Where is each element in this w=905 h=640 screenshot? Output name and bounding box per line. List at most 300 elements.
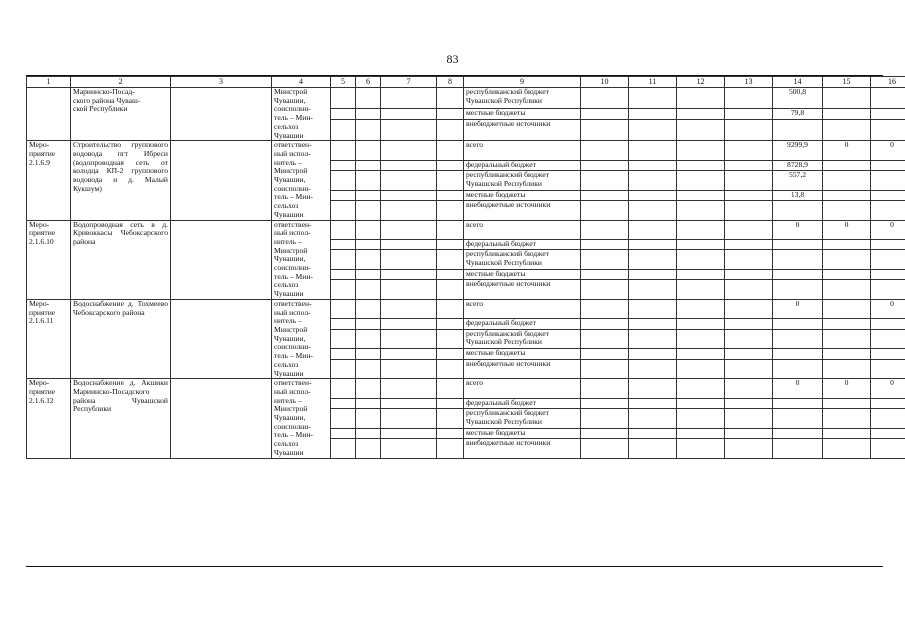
activity-label-line: Меро- xyxy=(29,378,50,388)
responsible-line: сельхоз xyxy=(274,439,299,449)
responsible-line: сельхоз xyxy=(274,280,299,290)
value-cell xyxy=(823,329,871,349)
empty-cell xyxy=(356,190,381,200)
empty-cell xyxy=(677,190,725,200)
table-body xyxy=(27,77,905,459)
value-cell xyxy=(871,329,905,349)
empty-cell xyxy=(356,329,381,349)
empty-cell xyxy=(171,141,272,220)
empty-cell xyxy=(629,269,677,279)
funding-source: местные бюджеты xyxy=(464,190,581,200)
empty-cell xyxy=(581,240,629,250)
empty-cell xyxy=(581,269,629,279)
empty-cell xyxy=(581,190,629,200)
activity-label-line: 2.1.6.11 xyxy=(29,316,54,326)
empty-cell xyxy=(356,438,381,458)
empty-cell xyxy=(381,190,437,200)
empty-cell xyxy=(677,200,725,220)
value-cell: 9299,9 xyxy=(773,141,823,161)
empty-cell xyxy=(629,109,677,120)
responsible-line: ответствен- xyxy=(274,220,312,229)
empty-cell xyxy=(171,220,272,299)
empty-cell xyxy=(725,190,773,200)
activity-label xyxy=(27,141,71,220)
value-cell xyxy=(871,160,905,170)
value-cell: 557,2 xyxy=(773,171,823,191)
value-cell xyxy=(773,269,823,279)
empty-cell xyxy=(725,329,773,349)
empty-cell xyxy=(629,349,677,359)
value-cell xyxy=(871,280,905,300)
empty-cell xyxy=(581,329,629,349)
empty-cell xyxy=(331,240,356,250)
value-cell xyxy=(823,428,871,438)
empty-cell xyxy=(725,269,773,279)
empty-cell xyxy=(331,88,356,109)
empty-cell xyxy=(725,438,773,458)
empty-cell xyxy=(331,160,356,170)
value-cell: 13,8 xyxy=(773,190,823,200)
empty-cell xyxy=(677,299,725,319)
empty-cell xyxy=(381,280,437,300)
value-cell xyxy=(871,171,905,191)
value-cell xyxy=(773,250,823,270)
funding-source: республиканский бюджет Чувашской Республики xyxy=(464,88,581,109)
empty-cell xyxy=(356,88,381,109)
empty-cell xyxy=(871,120,905,141)
value-cell xyxy=(871,349,905,359)
empty-cell xyxy=(356,109,381,120)
activity-name: Водоснабжение д. Акшики Мариинско-Посадского района Чувашской Республики xyxy=(71,379,171,458)
empty-cell xyxy=(356,280,381,300)
responsible-line: соисполни- xyxy=(274,183,311,193)
empty-cell xyxy=(356,200,381,220)
empty-cell xyxy=(581,398,629,408)
responsible-line: ответствен- xyxy=(274,378,312,388)
funding-source: республиканский бюджет Чувашской Республики xyxy=(464,409,581,429)
empty-cell xyxy=(677,250,725,270)
value-cell xyxy=(871,359,905,379)
activity-label-line: Меро- xyxy=(29,220,50,229)
bottom-rule xyxy=(26,566,883,567)
funding-source: местные бюджеты xyxy=(464,109,581,120)
value-cell xyxy=(823,240,871,250)
empty-cell xyxy=(581,409,629,429)
empty-cell xyxy=(437,160,464,170)
empty-cell xyxy=(356,409,381,429)
empty-cell xyxy=(725,120,773,141)
column-header: 4 xyxy=(272,77,331,88)
empty-cell xyxy=(356,250,381,270)
empty-cell xyxy=(581,141,629,161)
empty-cell xyxy=(581,280,629,300)
value-cell: 0 xyxy=(823,220,871,240)
empty-cell xyxy=(677,398,725,408)
column-header: 12 xyxy=(677,77,725,88)
table-row xyxy=(27,141,905,161)
empty-cell xyxy=(581,88,629,109)
empty-cell xyxy=(437,379,464,399)
empty-cell xyxy=(725,379,773,399)
empty-cell xyxy=(356,359,381,379)
funding-source: федеральный бюджет xyxy=(464,160,581,170)
responsible-line: Чувашии, xyxy=(274,333,306,343)
value-cell xyxy=(823,438,871,458)
page-number: 83 xyxy=(446,52,459,66)
empty-cell xyxy=(437,319,464,329)
empty-cell xyxy=(725,171,773,191)
value-cell: 79,8 xyxy=(773,109,823,120)
responsible-line: соисполни- xyxy=(274,342,311,352)
value-cell: 0 xyxy=(823,141,871,161)
value-cell xyxy=(823,269,871,279)
empty-cell xyxy=(629,329,677,349)
empty-cell xyxy=(437,220,464,240)
empty-cell xyxy=(437,398,464,408)
value-cell: 0 xyxy=(773,220,823,240)
funding-source: федеральный бюджет xyxy=(464,240,581,250)
responsible-line: нитель – xyxy=(274,395,302,405)
responsible-line: нитель – xyxy=(274,316,302,326)
empty-cell xyxy=(823,120,871,141)
value-cell xyxy=(823,250,871,270)
value-cell xyxy=(773,200,823,220)
value-cell xyxy=(823,200,871,220)
empty-cell xyxy=(629,379,677,399)
funding-source: местные бюджеты xyxy=(464,349,581,359)
empty-cell xyxy=(331,428,356,438)
value-cell: 0 xyxy=(871,379,905,399)
responsible-line: Минстрой xyxy=(274,324,308,334)
header-row xyxy=(27,77,905,88)
funding-source: внебюджетные источники xyxy=(464,120,581,141)
empty-cell xyxy=(823,88,871,109)
empty-cell xyxy=(381,250,437,270)
empty-cell xyxy=(381,398,437,408)
empty-cell xyxy=(725,409,773,429)
empty-cell xyxy=(725,299,773,319)
empty-cell xyxy=(629,359,677,379)
value-cell xyxy=(773,240,823,250)
empty-cell xyxy=(677,438,725,458)
empty-cell xyxy=(677,349,725,359)
responsible-line: тель – Мин- xyxy=(274,113,313,123)
responsible-line: сельхоз xyxy=(274,359,299,369)
empty-cell xyxy=(356,349,381,359)
empty-cell xyxy=(437,280,464,300)
funding-source: федеральный бюджет xyxy=(464,398,581,408)
value-cell: 8728,9 xyxy=(773,160,823,170)
activity-label xyxy=(27,88,71,141)
empty-cell xyxy=(356,141,381,161)
empty-cell xyxy=(381,379,437,399)
empty-cell xyxy=(725,280,773,300)
empty-cell xyxy=(629,280,677,300)
value-cell xyxy=(773,359,823,379)
funding-source: республиканский бюджет Чувашской Республики xyxy=(464,250,581,270)
value-cell xyxy=(871,200,905,220)
value-cell xyxy=(823,299,871,319)
empty-cell xyxy=(356,319,381,329)
funding-source: всего xyxy=(464,220,581,240)
value-cell xyxy=(823,190,871,200)
empty-cell xyxy=(381,428,437,438)
activity-name: Строительство группового водовода пгт Ибреси (водопроводная сеть от колодца КП-2 группового водовода и д. Малый Кукшум) xyxy=(71,141,171,220)
activity-label-line: 2.1.6.12 xyxy=(29,395,54,405)
responsible-line: Чувашии, xyxy=(274,175,306,185)
empty-cell xyxy=(677,120,725,141)
responsible-line: Чувашии, xyxy=(274,254,306,264)
empty-cell xyxy=(725,220,773,240)
empty-cell xyxy=(437,88,464,109)
empty-cell xyxy=(356,428,381,438)
empty-cell xyxy=(356,379,381,399)
empty-cell xyxy=(331,120,356,141)
value-cell xyxy=(823,171,871,191)
empty-cell xyxy=(629,141,677,161)
funding-source: всего xyxy=(464,379,581,399)
empty-cell xyxy=(331,220,356,240)
empty-cell xyxy=(381,240,437,250)
empty-cell xyxy=(725,250,773,270)
column-header: 15 xyxy=(823,77,871,88)
empty-cell xyxy=(381,109,437,120)
empty-cell xyxy=(331,299,356,319)
responsible-line: Минстрой xyxy=(274,87,308,96)
responsible-line: Чувашии xyxy=(274,209,304,219)
empty-cell xyxy=(581,200,629,220)
activity-label xyxy=(27,220,71,299)
value-cell xyxy=(871,250,905,270)
empty-cell xyxy=(356,398,381,408)
value-cell xyxy=(773,319,823,329)
empty-cell xyxy=(356,269,381,279)
empty-cell xyxy=(581,109,629,120)
responsible-line: ный испол- xyxy=(274,307,311,317)
responsible-line: тель – Мин- xyxy=(274,351,313,361)
empty-cell xyxy=(581,220,629,240)
empty-cell xyxy=(677,379,725,399)
empty-cell xyxy=(331,269,356,279)
empty-cell xyxy=(677,428,725,438)
empty-cell xyxy=(677,88,725,109)
value-cell xyxy=(773,329,823,349)
empty-cell xyxy=(331,409,356,429)
empty-cell xyxy=(331,190,356,200)
empty-cell xyxy=(725,428,773,438)
column-header: 9 xyxy=(464,77,581,88)
empty-cell xyxy=(629,319,677,329)
responsible-line: тель – Мин- xyxy=(274,192,313,202)
value-cell: 0 xyxy=(823,379,871,399)
responsible xyxy=(272,141,331,220)
activity-name: Водопроводная сеть в д. Кривоккасы Чебоксарского района xyxy=(71,220,171,299)
activity-label-line: Меро- xyxy=(29,299,50,308)
empty-cell xyxy=(437,141,464,161)
value-cell xyxy=(871,409,905,429)
empty-cell xyxy=(356,220,381,240)
responsible-line: Чувашии, xyxy=(274,413,306,423)
responsible-line: Чувашии xyxy=(274,368,304,378)
empty-cell xyxy=(437,200,464,220)
empty-cell xyxy=(629,409,677,429)
empty-cell xyxy=(629,200,677,220)
responsible-line: тель – Мин- xyxy=(274,430,313,440)
column-header: 1 xyxy=(27,77,71,88)
responsible-line: сельхоз xyxy=(274,121,299,131)
empty-cell xyxy=(381,88,437,109)
column-header: 11 xyxy=(629,77,677,88)
empty-cell xyxy=(381,319,437,329)
empty-cell xyxy=(581,250,629,270)
empty-cell xyxy=(677,409,725,429)
activity-name xyxy=(71,88,171,141)
value-cell: 500,8 xyxy=(773,88,823,109)
empty-cell xyxy=(171,299,272,378)
empty-cell xyxy=(581,160,629,170)
empty-cell xyxy=(356,160,381,170)
empty-cell xyxy=(725,398,773,408)
empty-cell xyxy=(677,240,725,250)
empty-cell xyxy=(677,220,725,240)
value-cell: 0 xyxy=(773,379,823,399)
value-cell xyxy=(773,428,823,438)
responsible-line: тель – Мин- xyxy=(274,271,313,281)
value-cell xyxy=(871,240,905,250)
empty-cell xyxy=(725,109,773,120)
activity-label-line: 2.1.6.10 xyxy=(29,236,54,246)
column-header: 16 xyxy=(871,77,905,88)
column-header: 6 xyxy=(356,77,381,88)
activity-label-line: Меро- xyxy=(29,140,50,150)
responsible xyxy=(272,220,331,299)
empty-cell xyxy=(581,349,629,359)
funding-source: республиканский бюджет Чувашской Республики xyxy=(464,329,581,349)
empty-cell xyxy=(437,190,464,200)
empty-cell xyxy=(331,349,356,359)
funding-source: республиканский бюджет Чувашской Республики xyxy=(464,171,581,191)
value-cell xyxy=(871,438,905,458)
empty-cell xyxy=(356,171,381,191)
budget-table xyxy=(26,76,905,459)
empty-cell xyxy=(381,141,437,161)
activity-label-line: приятие xyxy=(29,386,56,396)
empty-cell xyxy=(629,160,677,170)
funding-source: внебюджетные источники xyxy=(464,359,581,379)
value-cell xyxy=(823,349,871,359)
value-cell xyxy=(823,409,871,429)
value-cell: 0 xyxy=(871,299,905,319)
responsible-line: Чувашии xyxy=(274,130,304,140)
responsible-line: ответствен- xyxy=(274,299,312,308)
funding-source: внебюджетные источники xyxy=(464,438,581,458)
table-row xyxy=(27,220,905,240)
column-header: 7 xyxy=(381,77,437,88)
empty-cell xyxy=(871,109,905,120)
value-cell xyxy=(773,438,823,458)
value-cell xyxy=(773,398,823,408)
responsible-line: ный испол- xyxy=(274,148,311,158)
value-cell: 0 xyxy=(871,220,905,240)
value-cell xyxy=(823,160,871,170)
responsible xyxy=(272,88,331,141)
value-cell xyxy=(773,120,823,141)
empty-cell xyxy=(331,329,356,349)
empty-cell xyxy=(381,171,437,191)
empty-cell xyxy=(381,359,437,379)
empty-cell xyxy=(725,240,773,250)
empty-cell xyxy=(581,299,629,319)
empty-cell xyxy=(581,120,629,141)
table-row xyxy=(27,88,905,109)
value-cell xyxy=(871,269,905,279)
column-header: 14 xyxy=(773,77,823,88)
empty-cell xyxy=(331,319,356,329)
empty-cell xyxy=(331,141,356,161)
empty-cell xyxy=(331,109,356,120)
empty-cell xyxy=(381,120,437,141)
value-cell xyxy=(773,409,823,429)
activity-label-line: приятие xyxy=(29,148,56,158)
empty-cell xyxy=(331,171,356,191)
funding-source: федеральный бюджет xyxy=(464,319,581,329)
empty-cell xyxy=(356,120,381,141)
activity-name: Водоснабжение д. Тохмеево Чебоксарского района xyxy=(71,299,171,378)
empty-cell xyxy=(629,438,677,458)
empty-cell xyxy=(331,438,356,458)
empty-cell xyxy=(871,88,905,109)
empty-cell xyxy=(331,200,356,220)
empty-cell xyxy=(677,109,725,120)
column-header: 3 xyxy=(171,77,272,88)
empty-cell xyxy=(331,280,356,300)
empty-cell xyxy=(437,349,464,359)
empty-cell xyxy=(581,359,629,379)
column-header: 2 xyxy=(71,77,171,88)
empty-cell xyxy=(629,190,677,200)
activity-label xyxy=(27,299,71,378)
column-header: 10 xyxy=(581,77,629,88)
empty-cell xyxy=(725,349,773,359)
empty-cell xyxy=(677,329,725,349)
value-cell: 0 xyxy=(773,299,823,319)
empty-cell xyxy=(581,428,629,438)
value-cell xyxy=(773,280,823,300)
empty-cell xyxy=(171,379,272,458)
empty-cell xyxy=(381,269,437,279)
empty-cell xyxy=(581,379,629,399)
value-cell xyxy=(823,319,871,329)
empty-cell xyxy=(677,359,725,379)
empty-cell xyxy=(677,141,725,161)
responsible-line: нитель – xyxy=(274,236,302,246)
empty-cell xyxy=(437,250,464,270)
responsible-line: Чувашии, xyxy=(274,95,306,105)
empty-cell xyxy=(629,120,677,141)
empty-cell xyxy=(725,141,773,161)
empty-cell xyxy=(677,269,725,279)
empty-cell xyxy=(629,171,677,191)
empty-cell xyxy=(331,359,356,379)
responsible-line: соисполни- xyxy=(274,263,311,273)
empty-cell xyxy=(437,438,464,458)
empty-cell xyxy=(629,250,677,270)
empty-cell xyxy=(725,88,773,109)
column-header: 5 xyxy=(331,77,356,88)
responsible-line: соисполни- xyxy=(274,421,311,431)
empty-cell xyxy=(823,109,871,120)
empty-cell xyxy=(381,349,437,359)
